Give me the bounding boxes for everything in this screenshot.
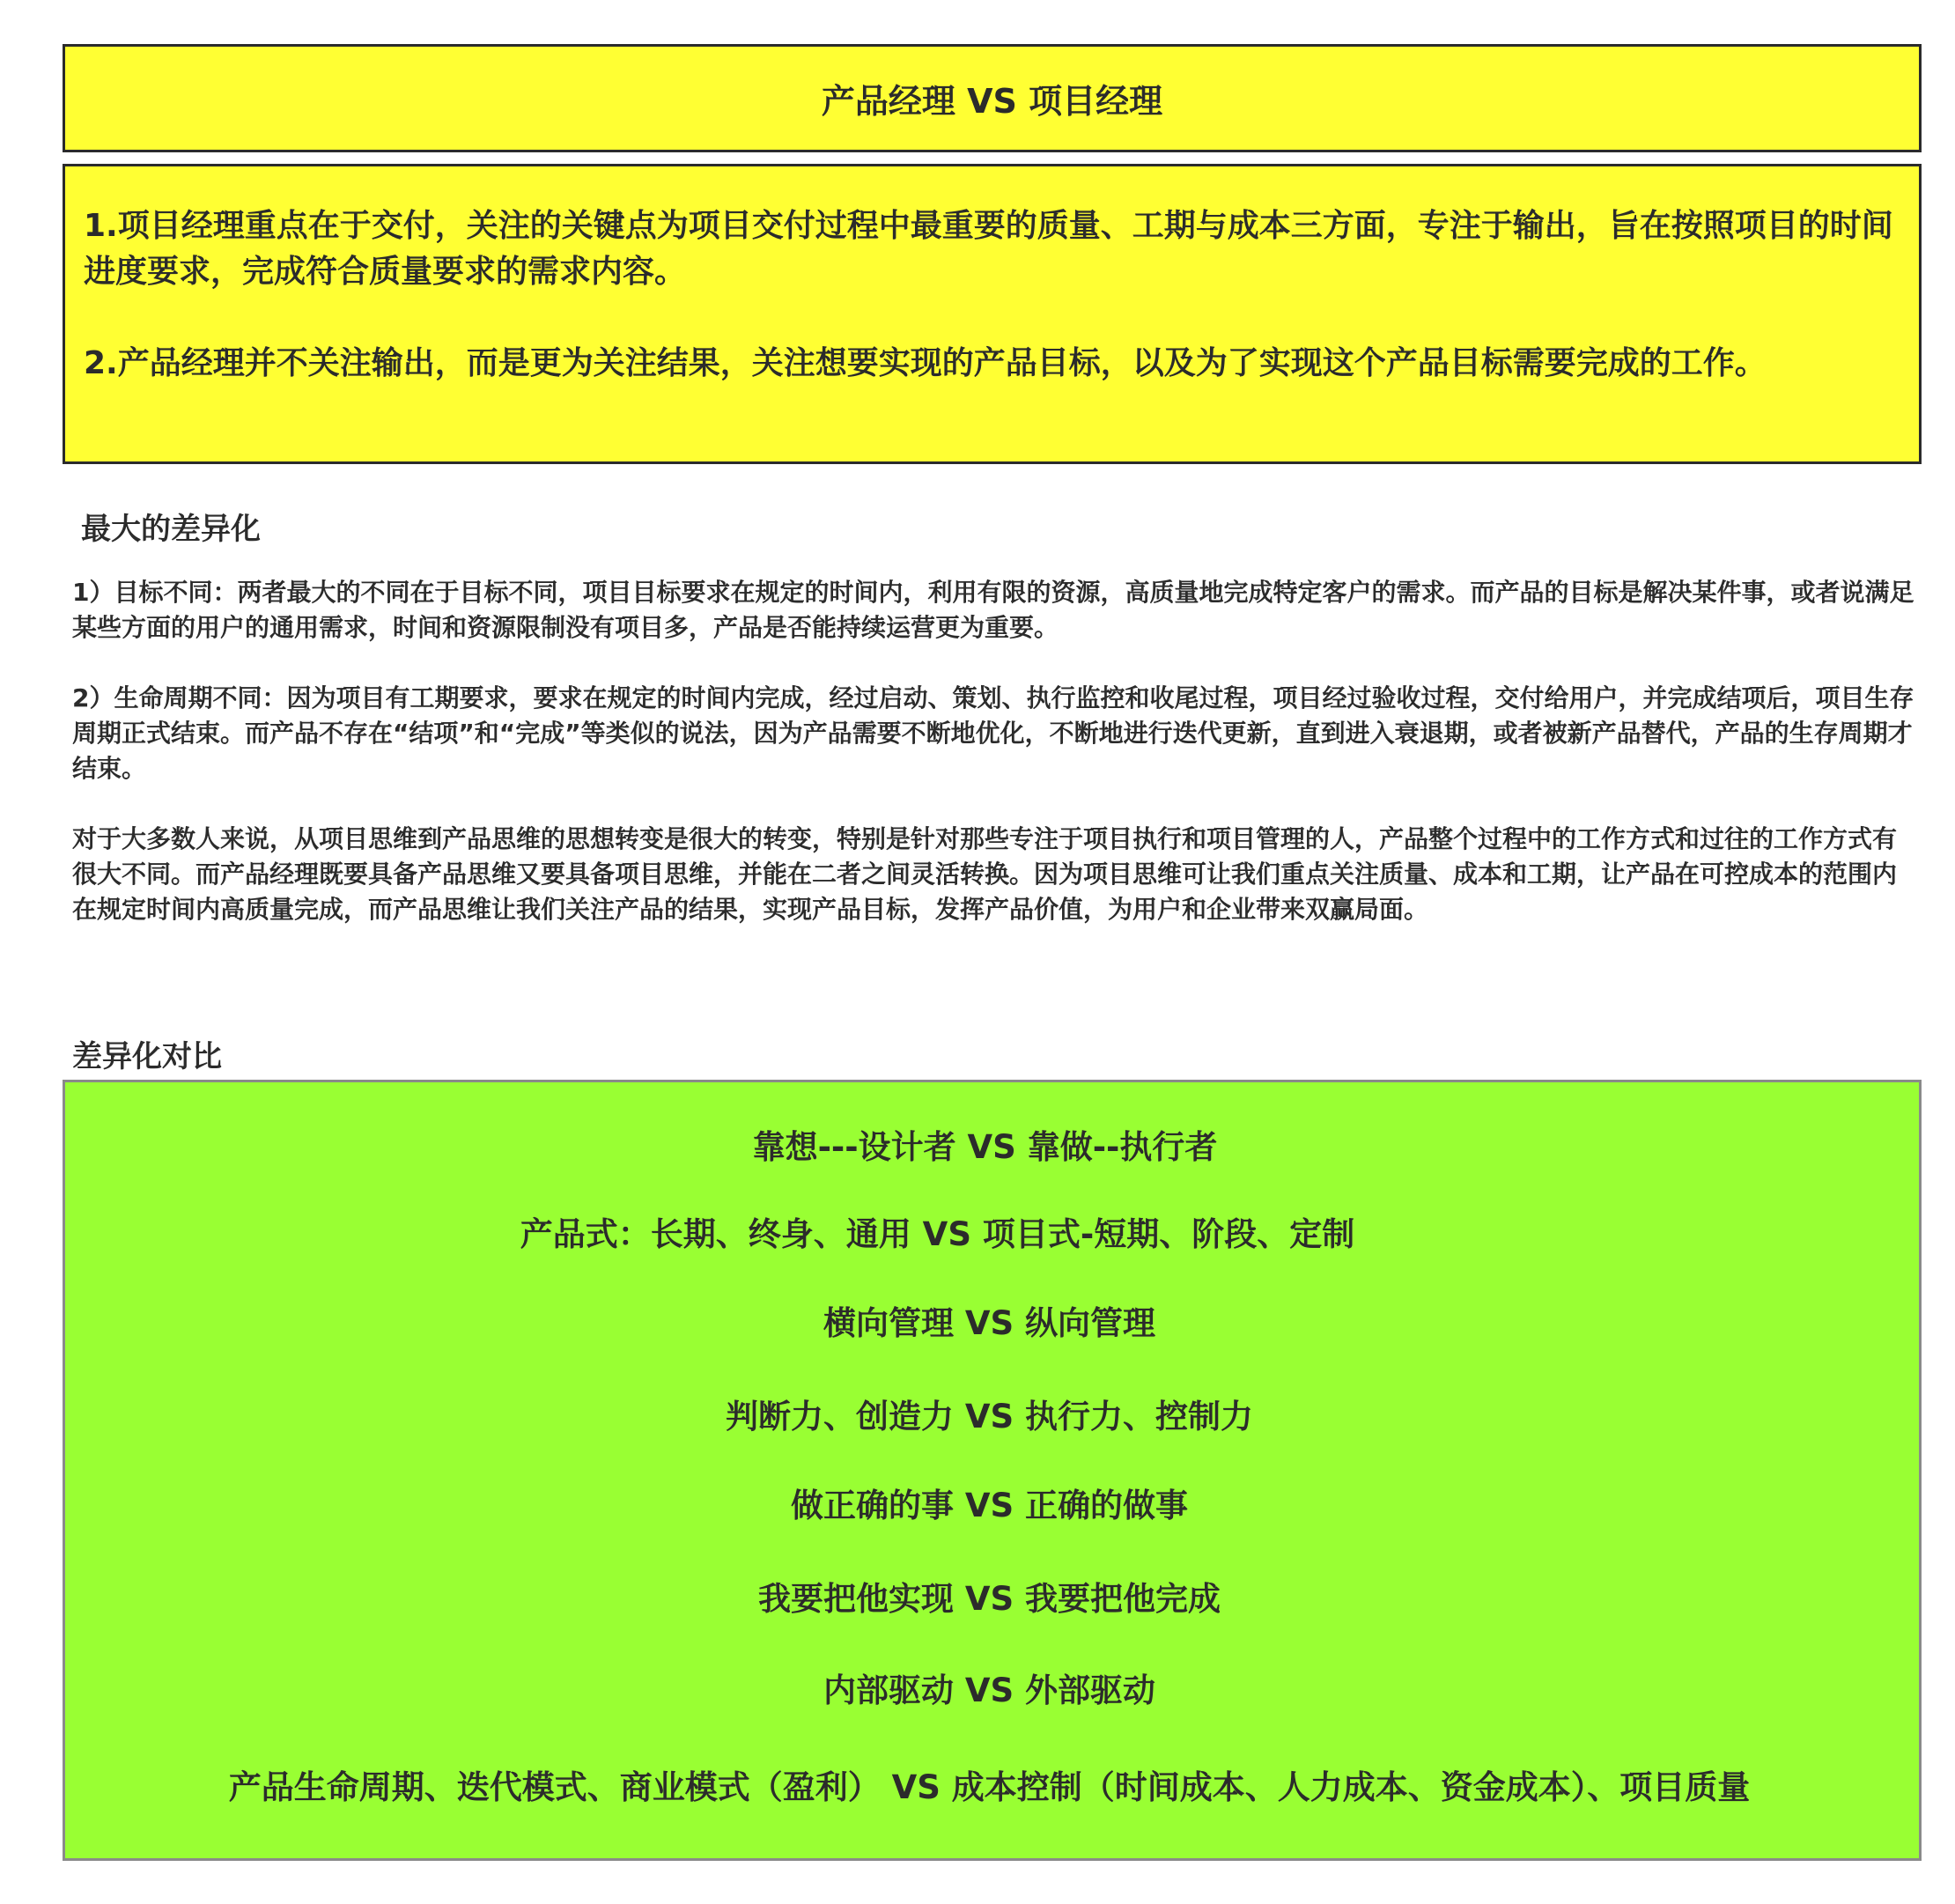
difference-heading: 最大的差异化 [81, 512, 261, 547]
page-title: 产品经理 VS 项目经理 [821, 82, 1163, 121]
difference-text-block [72, 575, 1918, 927]
difference-goal-paragraph: 1）目标不同：两者最大的不同在于目标不同，项目目标要求在规定的时间内，利用有限的资源，高质量地完成特定客户的需求。而产品的目标是解决某件事，或者说满足某些方面的用户的通用需求，时间和资源限制没有项目多，产品是否能持续运营更为重要。 [72, 578, 1914, 642]
comparison-row-right-things: 做正确的事 VS 正确的做事 [790, 1487, 1189, 1524]
summary-point-product-manager: 2.产品经理并不关注输出，而是更为关注结果，关注想要实现的产品目标，以及为了实现这个产品目标需要完成的工作。 [84, 345, 1767, 381]
comparison-node[interactable] [63, 1080, 1922, 1861]
comparison-row-long-short-term: 产品式：长期、终身、通用 VS 项目式-短期、阶段、定制 [520, 1215, 1355, 1253]
difference-mindset-paragraph: 对于大多数人来说，从项目思维到产品思维的思想转变是很大的转变，特别是针对那些专注于项目执行和项目管理的人，产品整个过程中的工作方式和过往的工作方式有很大不同。而产品经理既要具备产品思维又要具备项目思维，并能在二者之间灵活转换。因为项目思维可让我们重点关注质量、成本和工期，让产品在可控成本的范围内在规定时间内高质量完成，而产品思维让我们关注产品的结果，实现产品目标，发挥产品价值，为用户和企业带来双赢局面。 [72, 824, 1898, 924]
comparison-heading: 差异化对比 [72, 1039, 222, 1074]
summary-node[interactable] [63, 164, 1922, 464]
comparison-row-designer-executor: 靠想---设计者 VS 靠做--执行者 [752, 1128, 1218, 1166]
title-node[interactable] [63, 44, 1922, 152]
comparison-row-realize-complete: 我要把他实现 VS 我要把他完成 [757, 1580, 1221, 1618]
difference-lifecycle-paragraph: 2）生命周期不同：因为项目有工期要求，要求在规定的时间内完成，经过启动、策划、执行监控和收尾过程，项目经过验收过程，交付给用户，并完成结项后，项目生存周期正式结束。而产品不存在“结项”和“完成”等类似的说法，因为产品需要不断地优化，不断地进行迭代更新，直到进入衰退期，或者被新产品替代，产品的生存周期才结束。 [72, 683, 1914, 783]
comparison-row-judgment-execution: 判断力、创造力 VS 执行力、控制力 [725, 1398, 1254, 1435]
comparison-row-lifecycle-cost: 产品生命周期、迭代模式、商业模式（盈利） VS 成本控制（时间成本、人力成本、资金成本）、项目质量 [228, 1768, 1751, 1806]
comparison-row-internal-external: 内部驱动 VS 外部驱动 [823, 1672, 1156, 1709]
summary-point-project-manager: 1.项目经理重点在于交付，关注的关键点为项目交付过程中最重要的质量、工期与成本三方面，专注于输出，旨在按照项目的时间进度要求，完成符合质量要求的需求内容。 [84, 208, 1893, 290]
comparison-row-horizontal-vertical: 横向管理 VS 纵向管理 [823, 1304, 1156, 1342]
